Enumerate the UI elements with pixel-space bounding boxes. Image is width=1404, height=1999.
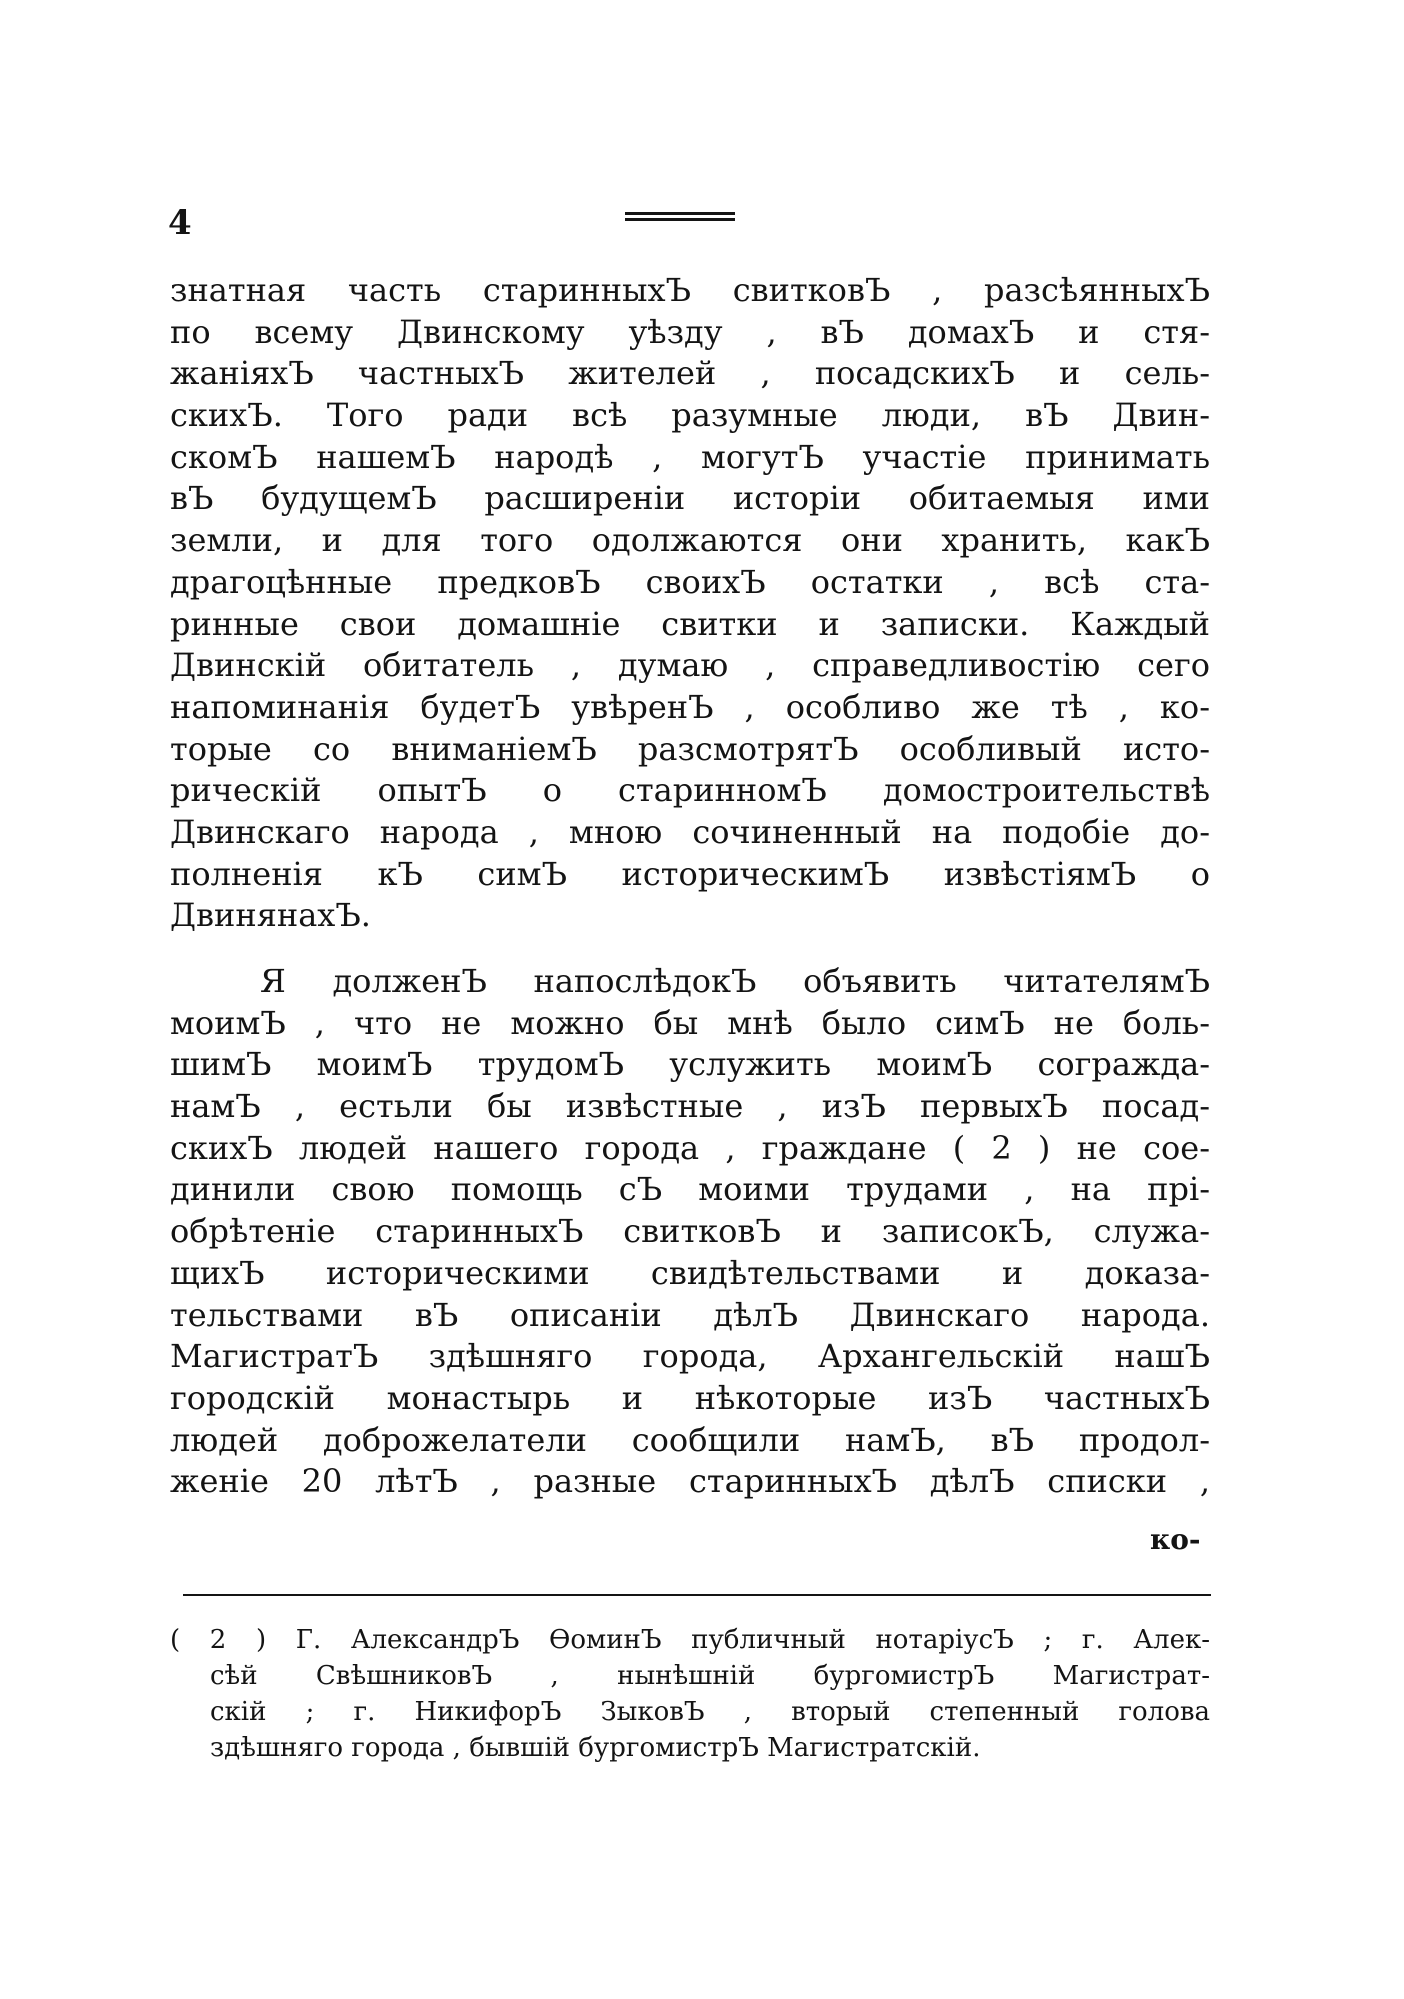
body-line: Я долженЪ напослѣдокЪ объявить читателямЪ: [260, 962, 1210, 1000]
body-line: скихЪ. Того ради всѣ разумные люди, вЪ Двин-: [170, 396, 1210, 435]
body-line: по всему Двинскому уѣзду , вЪ домахЪ и стя-: [170, 312, 1210, 351]
body-line: драгоцѣнные предковЪ своихЪ остатки , всѣ ста-: [170, 562, 1210, 601]
header-rule-line: [625, 212, 735, 215]
body-line: ринные свои домашніе свитки и записки. Каждый: [170, 604, 1210, 643]
footnote-line: сѣй СвѣшниковЪ , нынѣшній бургомистрЪ Магистрат-: [210, 1661, 1210, 1691]
body-text: [170, 270, 1210, 1503]
body-line: торые со вниманіемЪ разсмотрятЪ особливый исто-: [170, 729, 1210, 768]
body-line: людей доброжелатели сообщили намЪ, вЪ продол-: [170, 1420, 1210, 1459]
body-line: Двинскаго народа , мною сочиненный на подобіе до-: [170, 812, 1210, 851]
body-line: скихЪ людей нашего города , граждане ( 2 ) не сое-: [170, 1128, 1210, 1167]
header-rule-line: [625, 218, 735, 221]
body-line: вЪ будущемЪ расширеніи исторіи обитаемыя ими: [170, 479, 1210, 518]
footnote-line: здѣшняго города , бывшій бургомистрЪ Магистратскій.: [210, 1733, 981, 1763]
page-number: 4: [168, 203, 192, 243]
body-line: динили свою помощь сЪ моими трудами , на прі-: [170, 1170, 1210, 1209]
footnote: [170, 1622, 1210, 1766]
body-line: МагистратЪ здѣшняго города, Архангельскій нашЪ: [170, 1337, 1210, 1376]
body-line: напоминанія будетЪ увѣренЪ , особливо же тѣ , ко-: [170, 687, 1210, 726]
paragraph-gap: [170, 937, 1210, 961]
body-line: полненія кЪ симЪ историческимЪ извѣстіямЪ о: [170, 854, 1210, 893]
body-line: обрѣтеніе старинныхЪ свитковЪ и записокЪ, служа-: [170, 1212, 1210, 1251]
footnote-rule: [183, 1594, 1211, 1596]
body-line: моимЪ , что не можно бы мнѣ было симЪ не боль-: [170, 1003, 1210, 1042]
header-rule: [625, 212, 735, 224]
footnote-line: скій ; г. НикифорЪ ЗыковЪ , вторый степенный голова: [210, 1697, 1210, 1727]
body-line: скомЪ нашемЪ народѣ , могутЪ участіе принимать: [170, 437, 1210, 476]
body-line: жаніяхЪ частныхЪ жителей , посадскихЪ и сель-: [170, 354, 1210, 393]
body-line: земли, и для того одолжаются они хранить, какЪ: [170, 521, 1210, 560]
body-line: тельствами вЪ описаніи дѣлЪ Двинскаго народа.: [170, 1295, 1210, 1334]
catchword: ко-: [1150, 1523, 1201, 1556]
body-line: рическій опытЪ о старинномЪ домостроительствѣ: [170, 771, 1210, 810]
body-line: шимЪ моимЪ трудомЪ услужить моимЪ согражда-: [170, 1045, 1210, 1084]
body-line: щихЪ историческими свидѣтельствами и доказа-: [170, 1253, 1210, 1292]
body-line: намЪ , естьли бы извѣстные , изЪ первыхЪ посад-: [170, 1087, 1210, 1126]
body-line: женіе 20 лѣтЪ , разные старинныхЪ дѣлЪ списки ,: [170, 1462, 1210, 1501]
body-line: Двинскій обитатель , думаю , справедливостію сего: [170, 646, 1210, 685]
body-line: ДвинянахЪ.: [170, 896, 371, 935]
body-line: знатная часть старинныхЪ свитковЪ , разсѣянныхЪ: [170, 271, 1210, 309]
footnote-line: ( 2 ) Г. АлександрЪ ѲоминЪ публичный нотаріусЪ ; г. Алек-: [170, 1625, 1210, 1655]
body-line: городскій монастырь и нѣкоторые изЪ частныхЪ: [170, 1378, 1210, 1417]
